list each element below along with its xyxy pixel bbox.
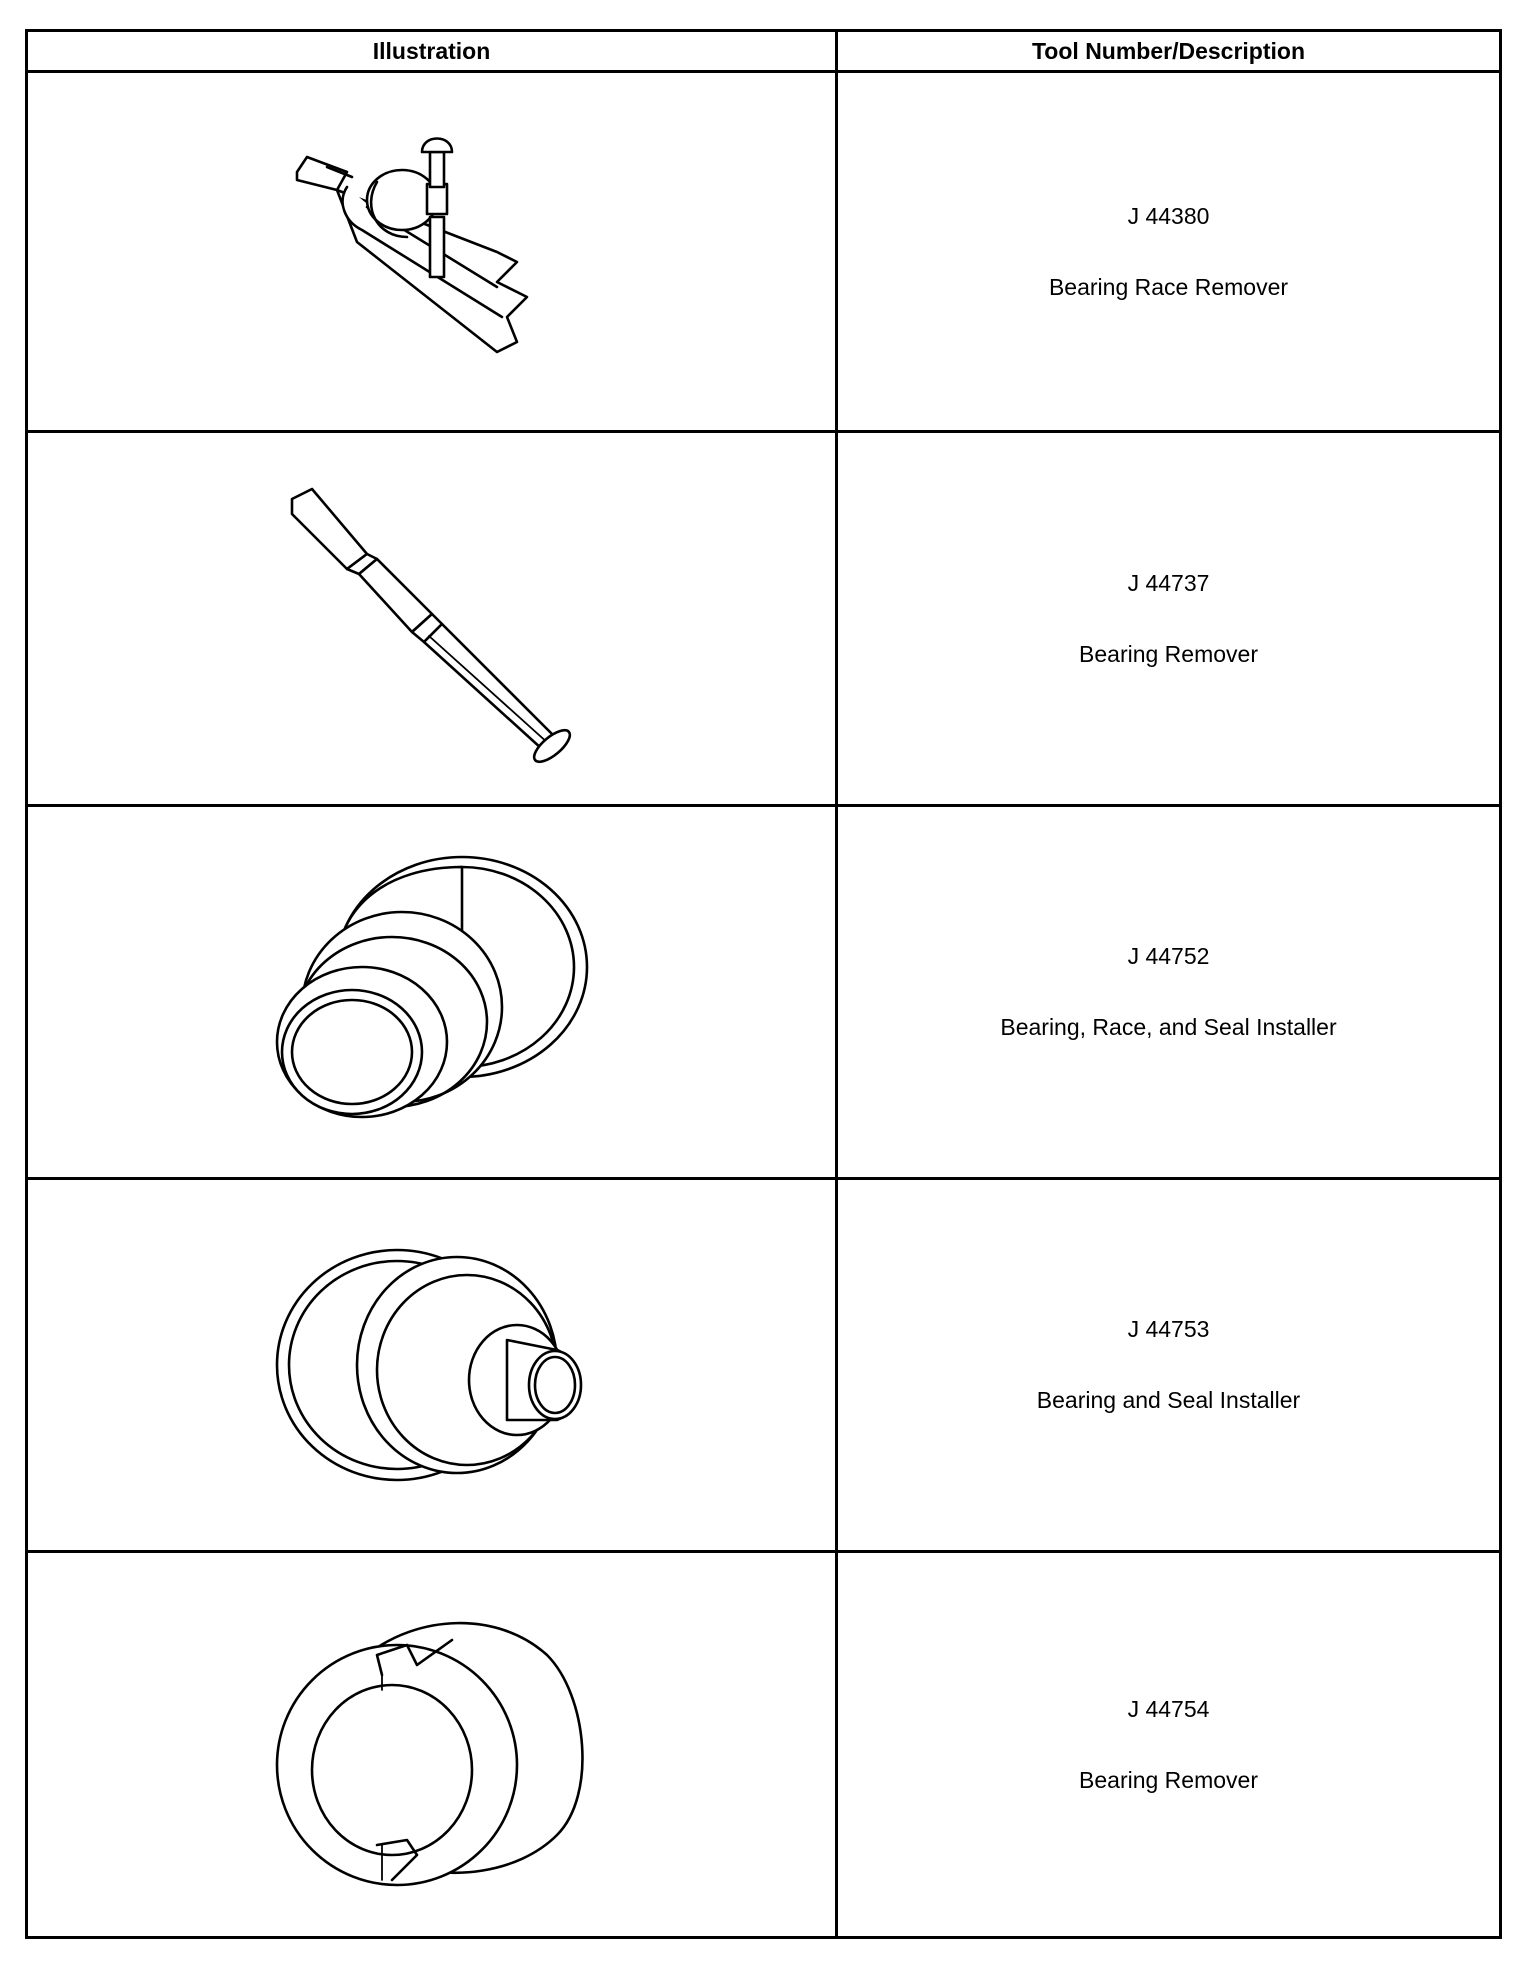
tools-table: [25, 29, 1502, 1939]
table-row: [27, 432, 1501, 805]
tool-description: Bearing, Race, and Seal Installer: [1000, 1013, 1337, 1040]
bearing-race-remover-drawing: [267, 112, 597, 392]
header-tool-number-description: Tool Number/Description: [837, 31, 1501, 72]
tool-number: J 44380: [1127, 202, 1210, 229]
illustration-cell: [27, 805, 837, 1178]
tool-cell: [837, 1178, 1501, 1551]
table-row: [27, 805, 1501, 1178]
tool-number: J 44754: [1127, 1695, 1210, 1722]
bearing-seal-installer-drawing: [267, 1220, 597, 1510]
illustration-cell: [27, 1552, 837, 1938]
header-row: [27, 31, 1501, 72]
tool-number: J 44753: [1127, 1315, 1210, 1342]
tool-number: J 44752: [1127, 942, 1210, 969]
tool-description: Bearing and Seal Installer: [1036, 1386, 1301, 1413]
tool-cell: [837, 72, 1501, 432]
table-row: [27, 72, 1501, 432]
bearing-race-seal-installer-drawing: [267, 847, 597, 1137]
bearing-remover-rod-drawing: [267, 474, 597, 764]
illustration-cell: [27, 1178, 837, 1551]
tool-cell: [837, 805, 1501, 1178]
illustration-cell: [27, 432, 837, 805]
header-illustration: Illustration: [27, 31, 837, 72]
tool-cell: [837, 1552, 1501, 1938]
tool-cell: [837, 432, 1501, 805]
tool-description: Bearing Remover: [1079, 640, 1258, 667]
tool-description: Bearing Race Remover: [1048, 273, 1289, 300]
tool-description: Bearing Remover: [1079, 1766, 1258, 1793]
tool-number: J 44737: [1127, 569, 1210, 596]
table-row: [27, 1552, 1501, 1938]
split-collet-drawing: [267, 1595, 597, 1895]
illustration-cell: [27, 72, 837, 432]
table-row: [27, 1178, 1501, 1551]
